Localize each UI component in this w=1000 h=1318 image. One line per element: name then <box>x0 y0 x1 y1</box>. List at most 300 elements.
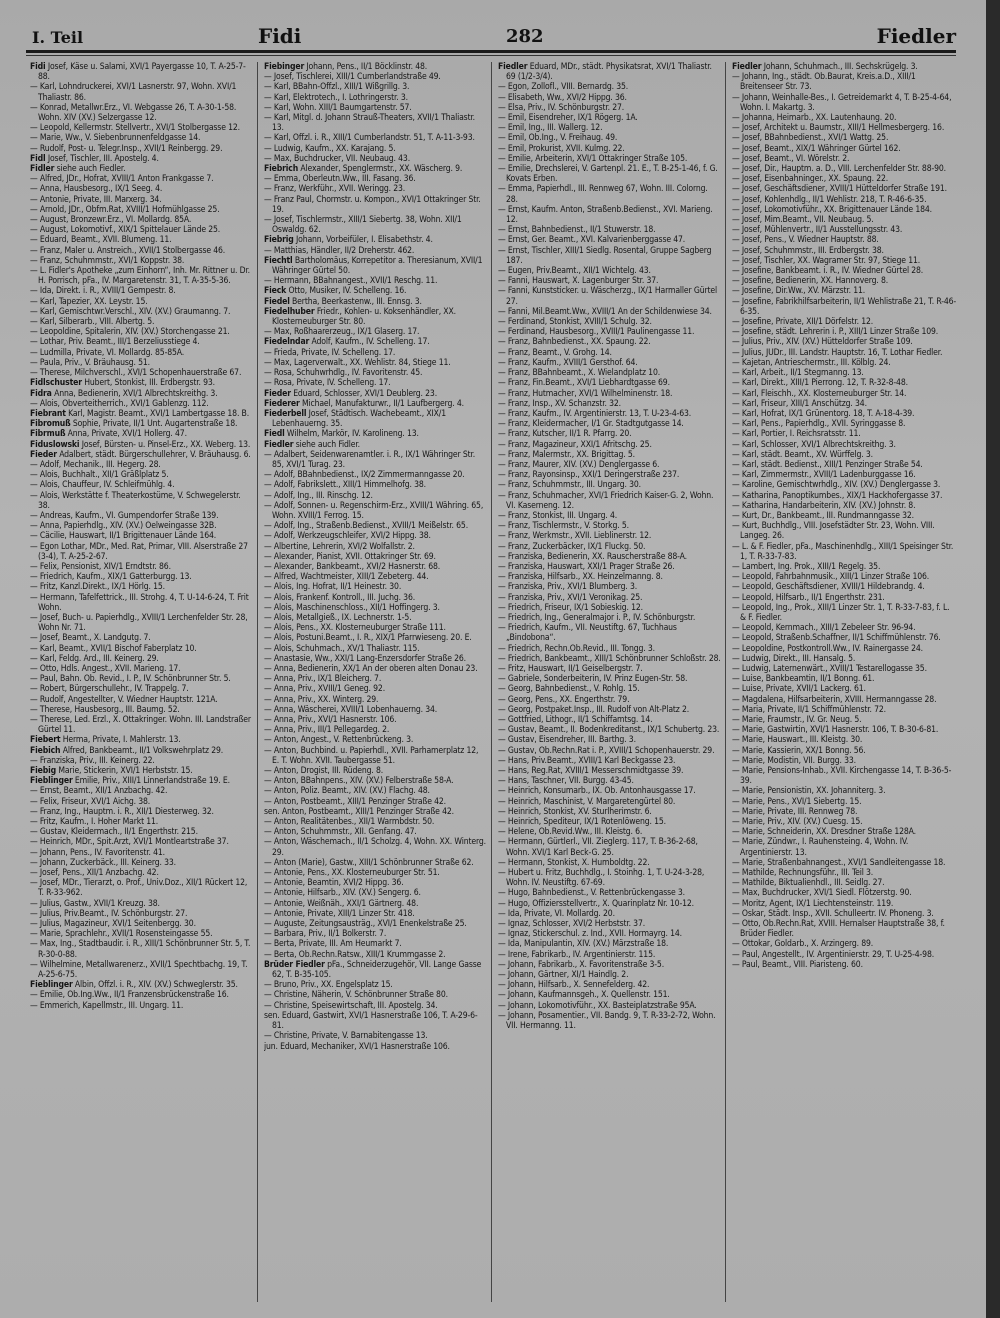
directory-entry <box>732 164 956 174</box>
entry-text: — Alois, Chauffeur, IV. Schleifmühlg. 4. <box>30 480 175 491</box>
entry-text: — Mathilde, Rechnungsführ., III. Teil 3. <box>732 868 874 879</box>
directory-entry <box>732 837 956 857</box>
entry-text: — Marie, Sprachlehr., XVII/1 Rosensteingasse 55. <box>30 929 213 940</box>
entry-text: — Franziska, Priv., XVI/1 Blumberg. 3. <box>498 582 638 593</box>
directory-entry <box>732 817 956 827</box>
directory-entry <box>498 246 721 266</box>
directory-entry <box>732 184 956 194</box>
entry-text: — Ludwig, Kaufm., XX. Karajang. 5. <box>264 143 396 154</box>
directory-entry <box>498 491 721 511</box>
entry-text: — Arnold, JDr., Obfm.Rat, XVIII/1 Hofmühlgasse 25. <box>30 204 220 215</box>
entry-surname: Fiebert <box>30 735 61 746</box>
entry-text: — Albertine, Lehrerin, XVI/2 Wolfallstr. 2. <box>264 541 415 552</box>
directory-entry <box>732 235 956 245</box>
directory-entry <box>498 337 721 347</box>
entry-text: — Heinrich, MDr., Spit.Arzt, XVI/1 Montleartstraße 37. <box>30 837 229 848</box>
entry-text: Johann, Pens., II/1 Böcklinstr. 48. <box>306 62 428 72</box>
entry-text: — Franz, Ing., Hauptm. i. R., XII/1 Diesterweg. 32. <box>30 806 214 817</box>
entry-text: — Josef, Tischler, XX. Wagramer Str. 97, Stiege 11. <box>732 255 921 266</box>
directory-entry <box>732 603 956 623</box>
directory-entry <box>30 103 253 123</box>
directory-entry <box>264 725 487 735</box>
directory-entry <box>498 695 721 705</box>
entry-text: — Josef, Tischlerei, XIII/1 Cumberlandstraße 49. <box>264 72 441 83</box>
entry-text: — Josef, Tischlermstr., XIII/1 Siebertg. 38, Wohn. XII/1 Oswaldg. 62. <box>264 215 462 236</box>
entry-text: — Franz, Maler u. Anstreich., XVII/1 Stolbergasse 46. <box>30 245 226 256</box>
entry-text: — Franz, Maurer, XIV. (XV.) Denglergasse 6. <box>498 459 660 470</box>
entry-text: — August, Lokomotivf., XIX/1 Spittelauer Lände 25. <box>30 225 221 236</box>
entry-text: — Ernst, Beamt., XII/1 Anzbachg. 42. <box>30 786 168 797</box>
entry-text: — Gustav, Ob.Rechn.Rat i. P., XVIII/1 Schopenhauerstr. 29. <box>498 745 715 756</box>
entry-text: — Josef, Schuhmmstr., III. Erdbergstr. 38. <box>732 245 884 256</box>
directory-entry <box>30 511 253 521</box>
directory-entry <box>498 184 721 204</box>
directory-entry <box>264 235 487 245</box>
directory-entry <box>30 419 253 429</box>
directory-entry <box>498 603 721 613</box>
directory-entry <box>498 123 721 133</box>
directory-entry <box>498 756 721 766</box>
entry-text: — Ferdinand, Stonkist, XVIII/1 Schulg. 32. <box>498 317 652 328</box>
directory-entry <box>732 368 956 378</box>
directory-entry <box>732 429 956 439</box>
directory-entry <box>264 837 487 857</box>
directory-entry <box>30 695 253 705</box>
entry-text: — Adolf, Sonnen- u. Regenschirm-Erz., XVIII/1 Währing. 65, Wohn. XVIII/1 Ferrog. 15. <box>264 500 484 521</box>
entry-text: — Andreas, Kaufm., VI. Gumpendorfer Straße 139. <box>30 510 219 521</box>
entry-text: — Franz, Kleidermacher, I/1 Gr. Stadtgutgasse 14. <box>498 419 684 430</box>
entry-surname: Fiederbell <box>264 408 307 419</box>
entry-text: — Alfred, Wachtmeister, XIII/1 Zebeterg. 44. <box>264 572 429 583</box>
directory-entry <box>264 154 487 164</box>
entry-text: — Hugo, Offiziersstellvertr., X. Quarinplatz Nr. 10-12. <box>498 898 694 909</box>
entry-text: — Anton, Realitätenbes., XII/1 Warmbdstr. 50. <box>264 817 435 828</box>
directory-entry <box>498 235 721 245</box>
entry-text: — Anton, Angest., V. Rettenbrückeng. 3. <box>264 735 414 746</box>
directory-entry <box>264 429 487 439</box>
directory-entry <box>264 684 487 694</box>
directory-entry <box>498 960 721 970</box>
entry-text: — Franz, Stonkist, III. Ungarg. 4. <box>498 510 618 521</box>
entry-surname: Fiedl <box>264 429 285 440</box>
entry-text: — Eduard, Beamt., XVII. Blumeng. 11. <box>30 235 172 246</box>
entry-text: — Anna, Priv., XVIII/1 Geneg. 92. <box>264 684 385 695</box>
directory-entry <box>30 235 253 245</box>
entry-text: sen. Anton, Postbeamt., XIII/1 Penzinger Straße 42. <box>264 806 454 817</box>
entry-text: — Hans, Taschner, VII. Burgg. 43-45. <box>498 776 634 787</box>
directory-entry <box>498 307 721 317</box>
entry-text: — Karl, Elektrotech., I. Lothringerstr. 3. <box>264 92 408 103</box>
entry-text: — Gottfried, Lithogr., II/1 Schiffamtsg. 14. <box>498 715 653 725</box>
directory-entry <box>30 327 253 337</box>
entry-text: — Barbara, Priv., II/1 Bolkerstr. 7. <box>264 929 387 940</box>
directory-entry <box>30 644 253 654</box>
directory-entry <box>30 654 253 664</box>
directory-entry <box>264 797 487 807</box>
directory-entry <box>264 358 487 368</box>
entry-text: — Emilie, Ob.Ing.Ww., II/1 Franzensbrückenstraße 16. <box>30 990 229 1001</box>
entry-text: — Josef, Mühlenvertr., II/1 Ausstellungsstr. 43. <box>732 225 903 236</box>
entry-text: — Josef, Geschäftsdiener, XVIII/1 Hütteldorfer Straße 191. <box>732 184 947 195</box>
directory-entry <box>30 705 253 715</box>
directory-entry <box>498 286 721 306</box>
entry-text: Alfred, Bankbeamt., II/1 Volkswehrplatz 29. <box>62 745 224 756</box>
directory-entry <box>498 62 721 82</box>
entry-text: — Egon, Zollofl., VIII. Bernardg. 35. <box>498 82 629 93</box>
directory-entry <box>498 674 721 684</box>
entry-text: — Alois, Maschinenschloss., XII/1 Hoffingerg. 3. <box>264 602 440 613</box>
directory-entry <box>498 93 721 103</box>
directory-entry <box>732 725 956 735</box>
directory-entry <box>498 613 721 623</box>
entry-text: Otto, Musiker, IV. Schelleng. 16. <box>288 286 407 297</box>
directory-entry <box>264 144 487 154</box>
directory-entry <box>30 450 253 460</box>
directory-entry <box>498 144 721 154</box>
directory-entry <box>732 858 956 868</box>
entry-text: Hubert, Stonkist, III. Erdbergstr. 93. <box>84 378 215 389</box>
entry-text: — Gustav, Kleidermach., II/1 Engerthstr. 215. <box>30 827 198 838</box>
entry-text: — Georg, Pens., XX. Engerthstr. 79. <box>498 694 630 705</box>
directory-entry <box>264 531 487 541</box>
column-4 <box>732 62 960 1302</box>
entry-text: — Wilhelmine, Metallwarenerz., XVII/1 Spechtbachg. 19, T. A-25-6-75. <box>30 959 248 981</box>
directory-entry <box>732 939 956 949</box>
entry-surname: Fiebrig <box>264 235 294 246</box>
directory-entry <box>732 684 956 694</box>
directory-entry <box>30 256 253 266</box>
entry-text: — Katharina, Handarbeiterin, XIV. (XV.) Johnstr. 8. <box>732 500 916 511</box>
directory-entry <box>498 776 721 786</box>
directory-entry <box>732 123 956 133</box>
directory-entry <box>732 644 956 654</box>
directory-entry <box>498 929 721 939</box>
entry-text: — Franziska, Priv., XVI/1 Veronikag. 25. <box>498 592 643 603</box>
entry-text: — Franz, Werkführ., XVII. Weringg. 23. <box>264 184 406 195</box>
entry-text: — Alois, Ing. Hofrat, II/1 Heinestr. 30. <box>264 582 402 593</box>
entry-text: — Max, Lagerverwalt., XX. Wehlistr. 84, Stiege 11. <box>264 357 451 368</box>
entry-text: Sophie, Private, II/1 Unt. Augartenstraße 18. <box>72 419 238 430</box>
entry-text: — Anna, Priv., XX. Winterg. 29. <box>264 694 379 705</box>
entry-text: — Josefine, Bankbeamt. i. R., IV. Wiedner Gürtel 28. <box>732 266 924 277</box>
entry-text: — Elisabeth, Ww., XVI/2 Hippg. 36. <box>498 92 627 103</box>
directory-entry <box>30 337 253 347</box>
directory-entry <box>30 531 253 541</box>
entry-text: — Julius, Gastw., XVII/1 Kreuzg. 38. <box>30 898 160 909</box>
entry-surname: Fiebrant <box>30 408 66 419</box>
entry-text: — Marie, Pens., XVI/1 Siebertg. 15. <box>732 796 862 807</box>
directory-entry <box>264 327 487 337</box>
directory-entry <box>264 960 487 980</box>
directory-entry <box>732 542 956 562</box>
entry-text: Alexander, Spenglermstr., XX. Wäscherg. 9. <box>300 164 463 175</box>
entry-text: — Emilie, Drechslerei, V. Gartenpl. 21. E., T. B-25-1-46, f. G. Kovats Erben. <box>498 164 718 185</box>
entry-text: — Eugen, Priv.Beamt., XII/1 Wichtelg. 43. <box>498 266 651 277</box>
entry-text: sen. Eduard, Gastwirt, XVI/1 Hasnerstraße 106, T. A-29-6-81. <box>264 1010 478 1032</box>
directory-entry <box>498 715 721 725</box>
entry-text: — Adalbert, Seidenwarenamtler. i. R., IX/1 Währinger Str. 85, XVI/1 Turag. 23. <box>264 449 476 470</box>
directory-entry <box>30 674 253 684</box>
directory-entry <box>264 858 487 868</box>
directory-entry <box>498 348 721 358</box>
entry-text: — Antonie, Private, III. Marxerg. 34. <box>30 194 162 205</box>
entry-text: — Fritz, Kaufm., I. Hoher Markt 11. <box>30 817 159 828</box>
directory-entry <box>732 450 956 460</box>
entry-surname: Fiebinger <box>264 62 305 72</box>
entry-text: — Alois, Metallgieß., IX. Lechnerstr. 1-5. <box>264 612 412 623</box>
directory-entry <box>732 246 956 256</box>
entry-text: — Heinrich, Maschinist, V. Margaretengürtel 80. <box>498 796 676 807</box>
entry-text: — Friedrich, Kaufm., VII. Neustiftg. 67, Tuchhaus „Bindobona“. <box>498 623 677 644</box>
entry-text: — Leopold, Straßenb.Schaffner, II/1 Schiffmühlenstr. 76. <box>732 633 941 644</box>
entry-text: — Kurt, Buchhdlg., VIII. Josefstädter Str. 23, Wohn. VIII. Langeg. 26. <box>732 521 935 542</box>
directory-entry <box>732 491 956 501</box>
entry-text: — Franz, Insp., XV. Schanzstr. 32. <box>498 398 621 409</box>
entry-text: — L. & F. Fiedler, pFa., Maschinenhdlg., XIII/1 Speisinger Str. 1, T. R-33-7-83. <box>732 541 954 562</box>
entry-text: — Leopold, Fahrbahnmusik., XIII/1 Linzer Straße 106. <box>732 572 930 583</box>
entry-text: — Karl, Hofrat, IX/1 Grünentorg. 18, T. A-18-4-39. <box>732 408 915 419</box>
entry-text: — Emilie, Arbeiterin, XVI/1 Ottakringer Straße 105. <box>498 153 688 164</box>
entry-text: — Therese, Hausbesorg., III. Baumg. 52. <box>30 704 180 715</box>
directory-entry <box>30 297 253 307</box>
entry-text: — Leopoldine, Spitalerin, XIV. (XV.) Storchengasse 21. <box>30 327 230 338</box>
entry-surname: Fieblinger <box>30 776 73 787</box>
entry-text: — Therese, Led. Erzl., X. Ottakringer. Wohn. III. Landstraßer Gürtel 11. <box>30 715 251 736</box>
entry-text: — Karl, Friseur, XIII/1 Anschützg. 34. <box>732 398 867 409</box>
directory-entry <box>264 705 487 715</box>
entry-surname: Fiedel <box>264 296 290 307</box>
entry-text: — Franz, Malermstr., XX. Brigittag. 5. <box>498 449 635 460</box>
entry-text: — Karl, Offzl. i. R., XIII/1 Cumberlandstr. 51, T. A-11-3-93. <box>264 133 475 144</box>
directory-entry <box>498 399 721 409</box>
entry-text: — Alfred, JDr., Hofrat, XVIII/1 Anton Frankgasse 7. <box>30 174 214 185</box>
entry-text: — Max, Buchdrucker, VII. Neubaug. 43. <box>264 153 410 164</box>
directory-entry <box>30 470 253 480</box>
directory-entry <box>732 878 956 888</box>
entry-text: — Karl, Feldg. Ard., III. Keinerg. 29. <box>30 653 159 664</box>
directory-entry <box>30 807 253 817</box>
directory-entry <box>498 572 721 582</box>
directory-entry <box>30 797 253 807</box>
entry-text: — Karl, städt. Bedienst., XIII/1 Penzinger Straße 54. <box>732 459 923 470</box>
directory-entry <box>264 644 487 654</box>
scan-edge <box>986 0 1000 1318</box>
entry-text: — Paul, Bahn. Ob. Revid., I. P., IV. Schönbrunner Str. 5. <box>30 674 231 685</box>
directory-entry <box>732 195 956 205</box>
entry-text: — Cäcilie, Hauswart, II/1 Brigittenauer Lände 164. <box>30 531 217 542</box>
entry-text: — Alois, Frankenf. Kontroll., III. Juchg. 36. <box>264 592 416 603</box>
entry-text: — Anton, Poliz. Beamt., XIV. (XV.) Flachg. 48. <box>264 786 430 797</box>
entry-text: — Karl, städt. Beamt., XV. Würffelg. 3. <box>732 449 873 460</box>
directory-entry <box>498 521 721 531</box>
entry-text: — Karl, Direkt., XIII/1 Pierrong. 12, T. R-32-8-48. <box>732 378 908 389</box>
entry-text: — Christine, Private, V. Barnabitengasse 13. <box>264 1031 428 1042</box>
directory-entry <box>498 705 721 715</box>
directory-entry <box>732 715 956 725</box>
directory-entry <box>498 725 721 735</box>
entry-text: — Franz, Schuhmmstr., XVI/1 Koppstr. 38. <box>30 255 185 266</box>
directory-entry <box>264 440 487 450</box>
directory-entry <box>498 766 721 776</box>
entry-text: — Marie, Pensionistin, XX. Johanniterg. 3. <box>732 786 886 797</box>
directory-entry <box>30 429 253 439</box>
entry-text: Karl, Magistr. Beamt., XVI/1 Lambertgasse 18. B. <box>68 408 250 419</box>
directory-entry <box>498 368 721 378</box>
directory-entry <box>30 266 253 286</box>
directory-entry <box>732 705 956 715</box>
entry-surname: Fibromuß <box>30 419 71 430</box>
directory-entry <box>732 389 956 399</box>
entry-text: — Marie, Private, III. Rennweg 78. <box>732 806 858 817</box>
entry-text: — Adolf, Ing., Straßenb.Bedienst., XVIII/1 Meißelstr. 65. <box>264 521 468 532</box>
entry-text: — Josefine, Private, XII/1 Dörfelstr. 12. <box>732 317 874 328</box>
directory-entry <box>264 470 487 480</box>
entry-text: — Egon Lothar, MDr., Med. Rat, Primar, VIII. Alserstraße 27 (3-4), T. A-25-2-67. <box>30 541 248 562</box>
directory-entry <box>498 133 721 143</box>
entry-text: — Josef, Pens., V. Wiedner Hauptstr. 88. <box>732 235 879 246</box>
directory-entry <box>732 623 956 633</box>
entry-text: — Hermann, Stonkist, X. Humboldtg. 22. <box>498 857 650 868</box>
entry-surname: Fiedelhuber <box>264 306 315 317</box>
directory-entry <box>264 409 487 429</box>
directory-entry <box>498 470 721 480</box>
entry-text: — Friedrich, Friseur, IX/1 Sobieskig. 12. <box>498 602 643 613</box>
entry-text: siehe auch Fiedler. <box>56 164 126 175</box>
directory-entry <box>732 215 956 225</box>
entry-text: — Alois, Obverteitherrich., XVI/1 Gablenzg. 112. <box>30 398 209 409</box>
directory-entry <box>30 848 253 858</box>
directory-entry <box>498 450 721 460</box>
directory-entry <box>264 695 487 705</box>
entry-text: — Ida, Manipulantin, XIV. (XV.) Märzstraße 18. <box>498 939 669 950</box>
entry-surname: Fieder <box>30 449 57 460</box>
directory-entry <box>264 286 487 296</box>
entry-text: — Franz, Hutmacher, XVI/1 Wilhelminenstr. 18. <box>498 388 673 399</box>
directory-entry <box>732 440 956 450</box>
entry-text: — Alexander, Bankbeamt., XVI/2 Hasnerstr. 68. <box>264 561 441 572</box>
entry-text: — Katharina, Panoptikumbes., XIX/1 Hackhofergasse 37. <box>732 490 943 501</box>
directory-entry <box>732 266 956 276</box>
entry-text: — Ernst, Bahnbedienst., II/1 Stuwerstr. 18. <box>498 225 656 236</box>
entry-text: — Leopoldine, Postkontroll.Ww., IV. Rainergasse 24. <box>732 643 923 654</box>
directory-entry <box>264 766 487 776</box>
directory-entry <box>264 562 487 572</box>
entry-text: — Josef, Beamt., VI. Wörelstr. 2. <box>732 153 850 164</box>
entry-text: — Johann, Pens., IV. Favoritenstr. 41. <box>30 847 165 858</box>
entry-text: — Fritz, Kanzl.Direkt., IX/1 Hörlg. 15. <box>30 582 165 593</box>
entry-text: — Paula, Priv., V. Bräuhausg. 51. <box>30 357 150 368</box>
directory-entry <box>498 593 721 603</box>
directory-entry <box>264 613 487 623</box>
directory-entry <box>498 664 721 674</box>
directory-entry <box>498 623 721 643</box>
entry-text: — Franz Paul, Chormstr. u. Kompon., XVI/1 Ottakringer Str. 19. <box>264 194 481 215</box>
directory-entry <box>498 225 721 235</box>
entry-surname: Fidler <box>30 164 55 175</box>
entry-text: — Bruno, Priv., XX. Engelsplatz 15. <box>264 980 393 991</box>
directory-entry <box>264 593 487 603</box>
directory-entry <box>732 807 956 817</box>
entry-text: Herma, Private, I. Mahlerstr. 13. <box>62 735 181 746</box>
entry-text: — Adolf, Werkzeugschleifer, XVI/2 Hippg. 38. <box>264 531 431 542</box>
directory-entry <box>732 664 956 674</box>
directory-entry <box>732 327 956 337</box>
entry-text: — Hans, Priv.Beamt., XVIII/1 Karl Beckgasse 23. <box>498 755 676 766</box>
directory-entry <box>264 827 487 837</box>
entry-text: — Rosa, Schuhwrhdlg., IV. Favoritenstr. 45. <box>264 368 423 379</box>
directory-entry <box>30 837 253 847</box>
column-3 <box>498 62 726 1302</box>
entry-text: — Hermann, Gürtlerl., VII. Zieglerg. 117, T. B-36-2-68, Wohn. XVI/1 Karl Beck-G. 25. <box>498 837 698 858</box>
directory-entry <box>498 786 721 796</box>
directory-entry <box>498 1011 721 1031</box>
directory-entry <box>264 919 487 929</box>
directory-entry <box>30 174 253 184</box>
directory-entry <box>30 980 253 990</box>
entry-text: — Adolf, BBahnbedienst., IX/2 Zimmermanngasse 20. <box>264 470 465 481</box>
entry-text: — Fanni, Mil.Beamt.Ww., XVIII/1 An der Schildenwiese 34. <box>498 306 712 317</box>
directory-entry <box>498 1001 721 1011</box>
directory-entry <box>498 797 721 807</box>
directory-entry <box>264 1001 487 1011</box>
entry-text: — Julius, Magazineur, XVI/1 Seitenbergg. 30. <box>30 919 196 930</box>
directory-entry <box>732 358 956 368</box>
directory-entry <box>264 337 487 347</box>
entry-text: — Otto, Ob.Rechn.Rat, XVIII. Hernalser Hauptstraße 38, f. Brüder Fiedler. <box>732 919 945 940</box>
directory-entry <box>498 817 721 827</box>
directory-entry <box>264 735 487 745</box>
directory-entry <box>732 144 956 154</box>
directory-entry <box>498 531 721 541</box>
directory-entry <box>498 858 721 868</box>
entry-surname: Fiebig <box>30 766 56 777</box>
entry-text: — Karoline, Gemischtwrhdlg., XIV. (XV.) Denglergasse 3. <box>732 480 941 491</box>
entry-text: — Marie, Hauswart., III. Kleistg. 30. <box>732 735 863 746</box>
entry-text: — Josefine, Dir.Ww., XV. Märzstr. 11. <box>732 286 866 297</box>
page-number: 282 <box>506 26 544 47</box>
directory-entry <box>264 491 487 501</box>
directory-entry <box>732 297 956 317</box>
entry-text: Adolf, Kaufm., IV. Schelleng. 17. <box>311 337 430 348</box>
entry-text: — Emma, Oberleutn.Ww., III. Fasang. 36. <box>264 174 416 185</box>
directory-entry <box>30 776 253 786</box>
directory-entry <box>498 409 721 419</box>
directory-entry <box>498 970 721 980</box>
entry-text: — Josef, BBahnbedienst., XVI/1 Wattg. 25. <box>732 133 889 144</box>
directory-entry <box>264 868 487 878</box>
directory-entry <box>30 460 253 470</box>
entry-text: — Moritz, Agent, IX/1 Liechtensteinstr. 119. <box>732 898 894 909</box>
entry-text: — Robert, Bürgerschullehr., IV. Trappelg. 7. <box>30 684 189 695</box>
directory-entry <box>264 62 487 72</box>
entry-text: — Emil, Eisendreher, IX/1 Rögerg. 1A. <box>498 113 638 124</box>
directory-entry <box>732 113 956 123</box>
directory-entry <box>264 990 487 1000</box>
directory-entry <box>498 113 721 123</box>
directory-entry <box>264 817 487 827</box>
entry-text: — Otto, Hdls. Angest., XVII. Marieng. 17. <box>30 663 181 674</box>
entry-text: — Luise, Bankbeamtin, II/1 Bonng. 61. <box>732 674 875 685</box>
entry-text: — Johann, Kaufmannsgeh., X. Quellenstr. 151. <box>498 990 670 1001</box>
directory-entry <box>30 399 253 409</box>
directory-entry <box>732 888 956 898</box>
directory-entry <box>30 491 253 511</box>
directory-entry <box>498 837 721 857</box>
entry-text: — Julius, Priv., XIV. (XV.) Hütteldorfer Straße 109. <box>732 337 913 348</box>
entry-text: — Marie, Kassierin, XX/1 Bonng. 56. <box>732 745 866 756</box>
directory-entry <box>732 93 956 113</box>
directory-entry <box>498 888 721 898</box>
